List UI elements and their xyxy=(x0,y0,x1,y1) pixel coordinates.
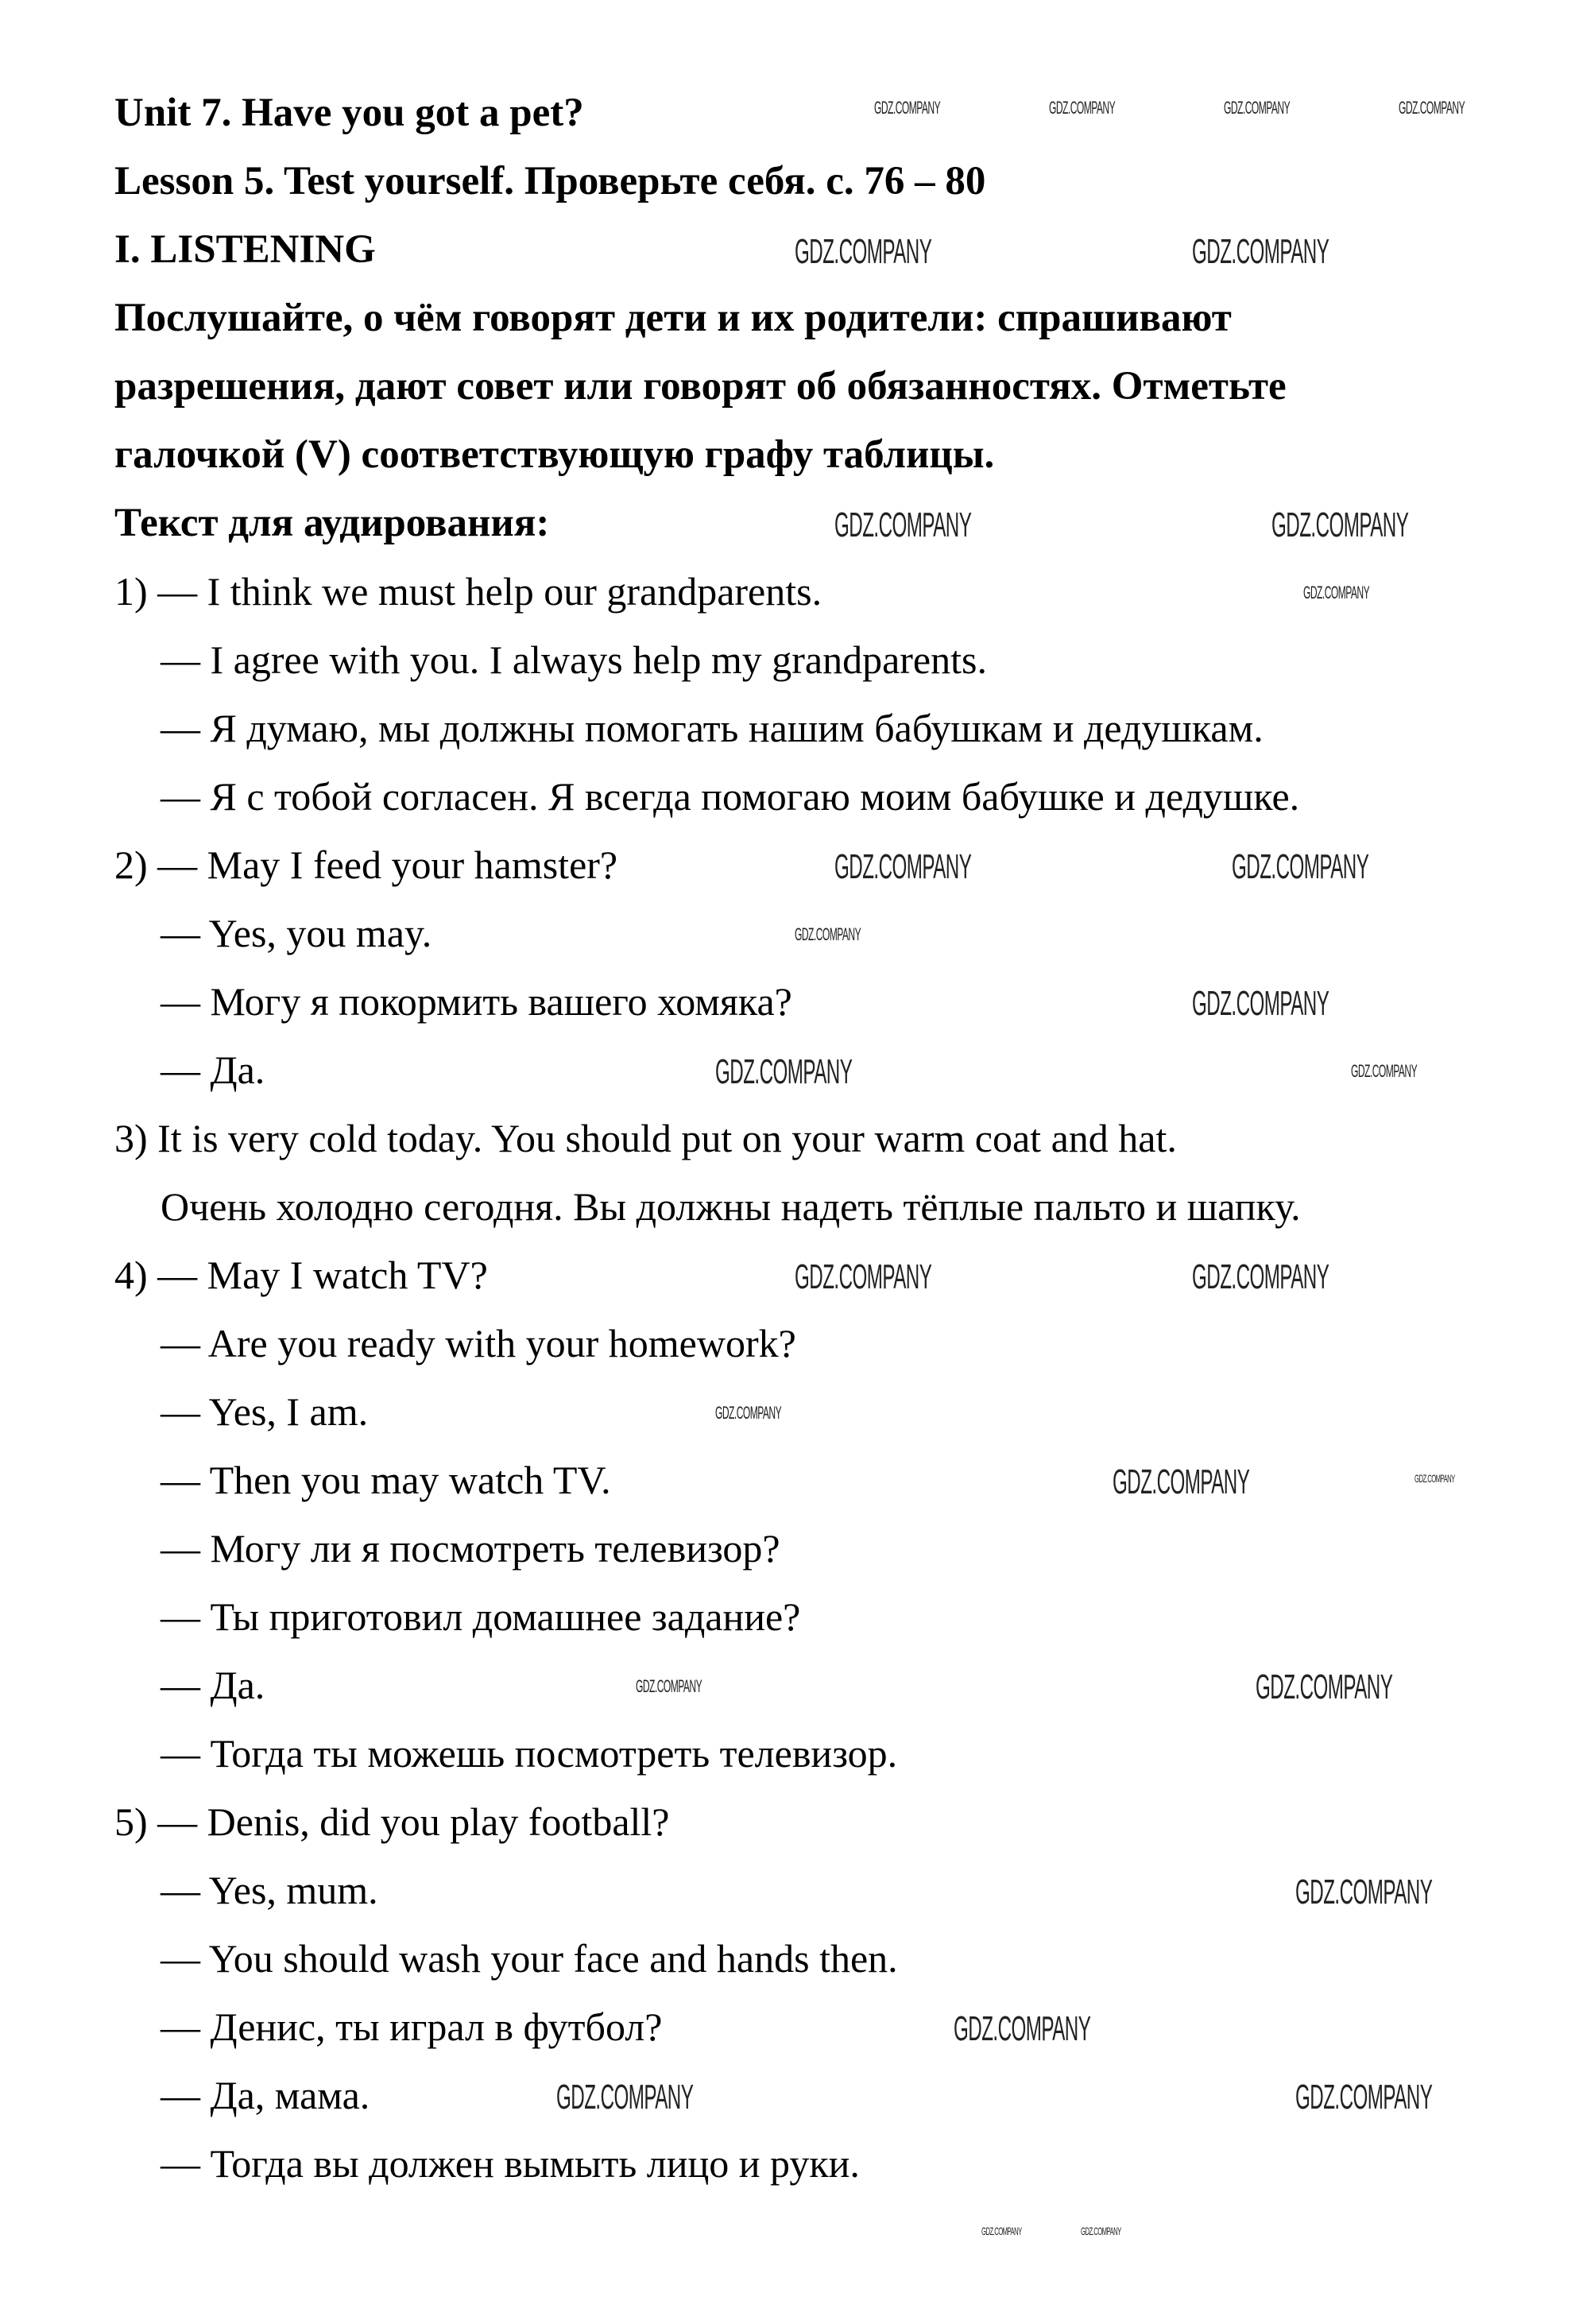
watermark: GDZ.COMPANY xyxy=(1113,1462,1250,1501)
task-line: разрешения, дают совет или говорят об обязанностях. Отметьте xyxy=(114,364,1287,409)
dialogue-line: — Да. xyxy=(161,1663,265,1707)
watermark: GDZ.COMPANY xyxy=(795,1257,932,1296)
watermark: GDZ.COMPANY xyxy=(834,847,972,886)
dialogue-line: — Тогда вы должен вымыть лицо и руки. xyxy=(161,2141,860,2186)
dialogue-line: — Are you ready with your homework? xyxy=(161,1321,796,1365)
watermark: GDZ.COMPANY xyxy=(1256,1667,1393,1706)
dialogue-line: — Yes, you may. xyxy=(161,911,432,955)
watermark: GDZ.COMPANY xyxy=(636,1676,702,1696)
dialogue-line: — Then you may watch TV. xyxy=(161,1458,611,1502)
watermark: GDZ.COMPANY xyxy=(795,232,932,271)
watermark: GDZ.COMPANY xyxy=(1295,2078,1433,2117)
dialogue-line: — Yes, mum. xyxy=(161,1868,378,1912)
task-line: галочкой (V) соответствующую графу таблицы. xyxy=(114,432,995,477)
dialogue-1-first: 1) — I think we must help our grandparents. xyxy=(114,569,822,614)
dialogue-line: Очень холодно сегодня. Вы должны надеть тёплые пальто и шапку. xyxy=(161,1184,1301,1229)
watermark: GDZ.COMPANY xyxy=(1399,98,1465,118)
watermark: GDZ.COMPANY xyxy=(556,2078,694,2117)
watermark: GDZ.COMPANY xyxy=(1232,847,1369,886)
watermark: GDZ.COMPANY xyxy=(1303,583,1370,602)
watermark: GDZ.COMPANY xyxy=(1049,98,1116,118)
dialogue-line: — Ты приготовил домашнее задание? xyxy=(161,1594,801,1639)
dialogue-line: — You should wash your face and hands then. xyxy=(161,1936,898,1981)
lesson-title: Lesson 5. Test yourself. Проверьте себя. с. 76 – 80 xyxy=(114,159,986,203)
dialogue-line: — I agree with you. I always help my grandparents. xyxy=(161,637,987,682)
dialogue-line: — Могу ли я посмотреть телевизор? xyxy=(161,1526,780,1571)
watermark: GDZ.COMPANY xyxy=(715,1052,853,1091)
watermark: GDZ.COMPANY xyxy=(1271,505,1409,544)
dialogue-line: — Yes, I am. xyxy=(161,1389,369,1434)
dialogue-line: — Могу я покормить вашего хомяка? xyxy=(161,979,792,1024)
section-title: I. LISTENING xyxy=(114,227,376,272)
dialogue-3-first: 3) It is very cold today. You should put on your warm coat and hat. xyxy=(114,1116,1177,1160)
dialogue-line: — Тогда ты можешь посмотреть телевизор. xyxy=(161,1731,898,1776)
dialogue-line: — Я с тобой согласен. Я всегда помогаю моим бабушке и дедушке. xyxy=(161,774,1300,819)
watermark: GDZ.COMPANY xyxy=(1295,1873,1433,1911)
watermark: GDZ.COMPANY xyxy=(1081,2225,1121,2237)
watermark: GDZ.COMPANY xyxy=(795,924,861,944)
dialogue-line: — Да. xyxy=(161,1048,265,1092)
dialogue-4-first: 4) — May I watch TV? xyxy=(114,1253,488,1297)
dialogue-line: — Денис, ты играл в футбол? xyxy=(161,2004,663,2049)
watermark: GDZ.COMPANY xyxy=(1192,232,1329,271)
dialogue-line: — Да, мама. xyxy=(161,2073,370,2117)
watermark: GDZ.COMPANY xyxy=(1224,98,1291,118)
watermark: GDZ.COMPANY xyxy=(874,98,941,118)
watermark: GDZ.COMPANY xyxy=(834,505,972,544)
dialogue-5-first: 5) — Denis, did you play football? xyxy=(114,1799,670,1844)
unit-title: Unit 7. Have you got a pet? xyxy=(114,91,584,135)
watermark: GDZ.COMPANY xyxy=(954,2009,1091,2048)
watermark: GDZ.COMPANY xyxy=(1192,984,1329,1023)
watermark: GDZ.COMPANY xyxy=(981,2225,1022,2237)
dialogue-2-first: 2) — May I feed your hamster? xyxy=(114,842,618,887)
watermark: GDZ.COMPANY xyxy=(1351,1061,1418,1081)
text-heading: Текст для аудирования: xyxy=(114,501,550,545)
task-line: Послушайте, о чём говорят дети и их родители: спрашивают xyxy=(114,296,1232,340)
watermark: GDZ.COMPANY xyxy=(715,1403,782,1423)
watermark: GDZ.COMPANY xyxy=(1415,1472,1455,1485)
dialogue-line: — Я думаю, мы должны помогать нашим бабушкам и дедушкам. xyxy=(161,706,1264,750)
watermark: GDZ.COMPANY xyxy=(1192,1257,1329,1296)
